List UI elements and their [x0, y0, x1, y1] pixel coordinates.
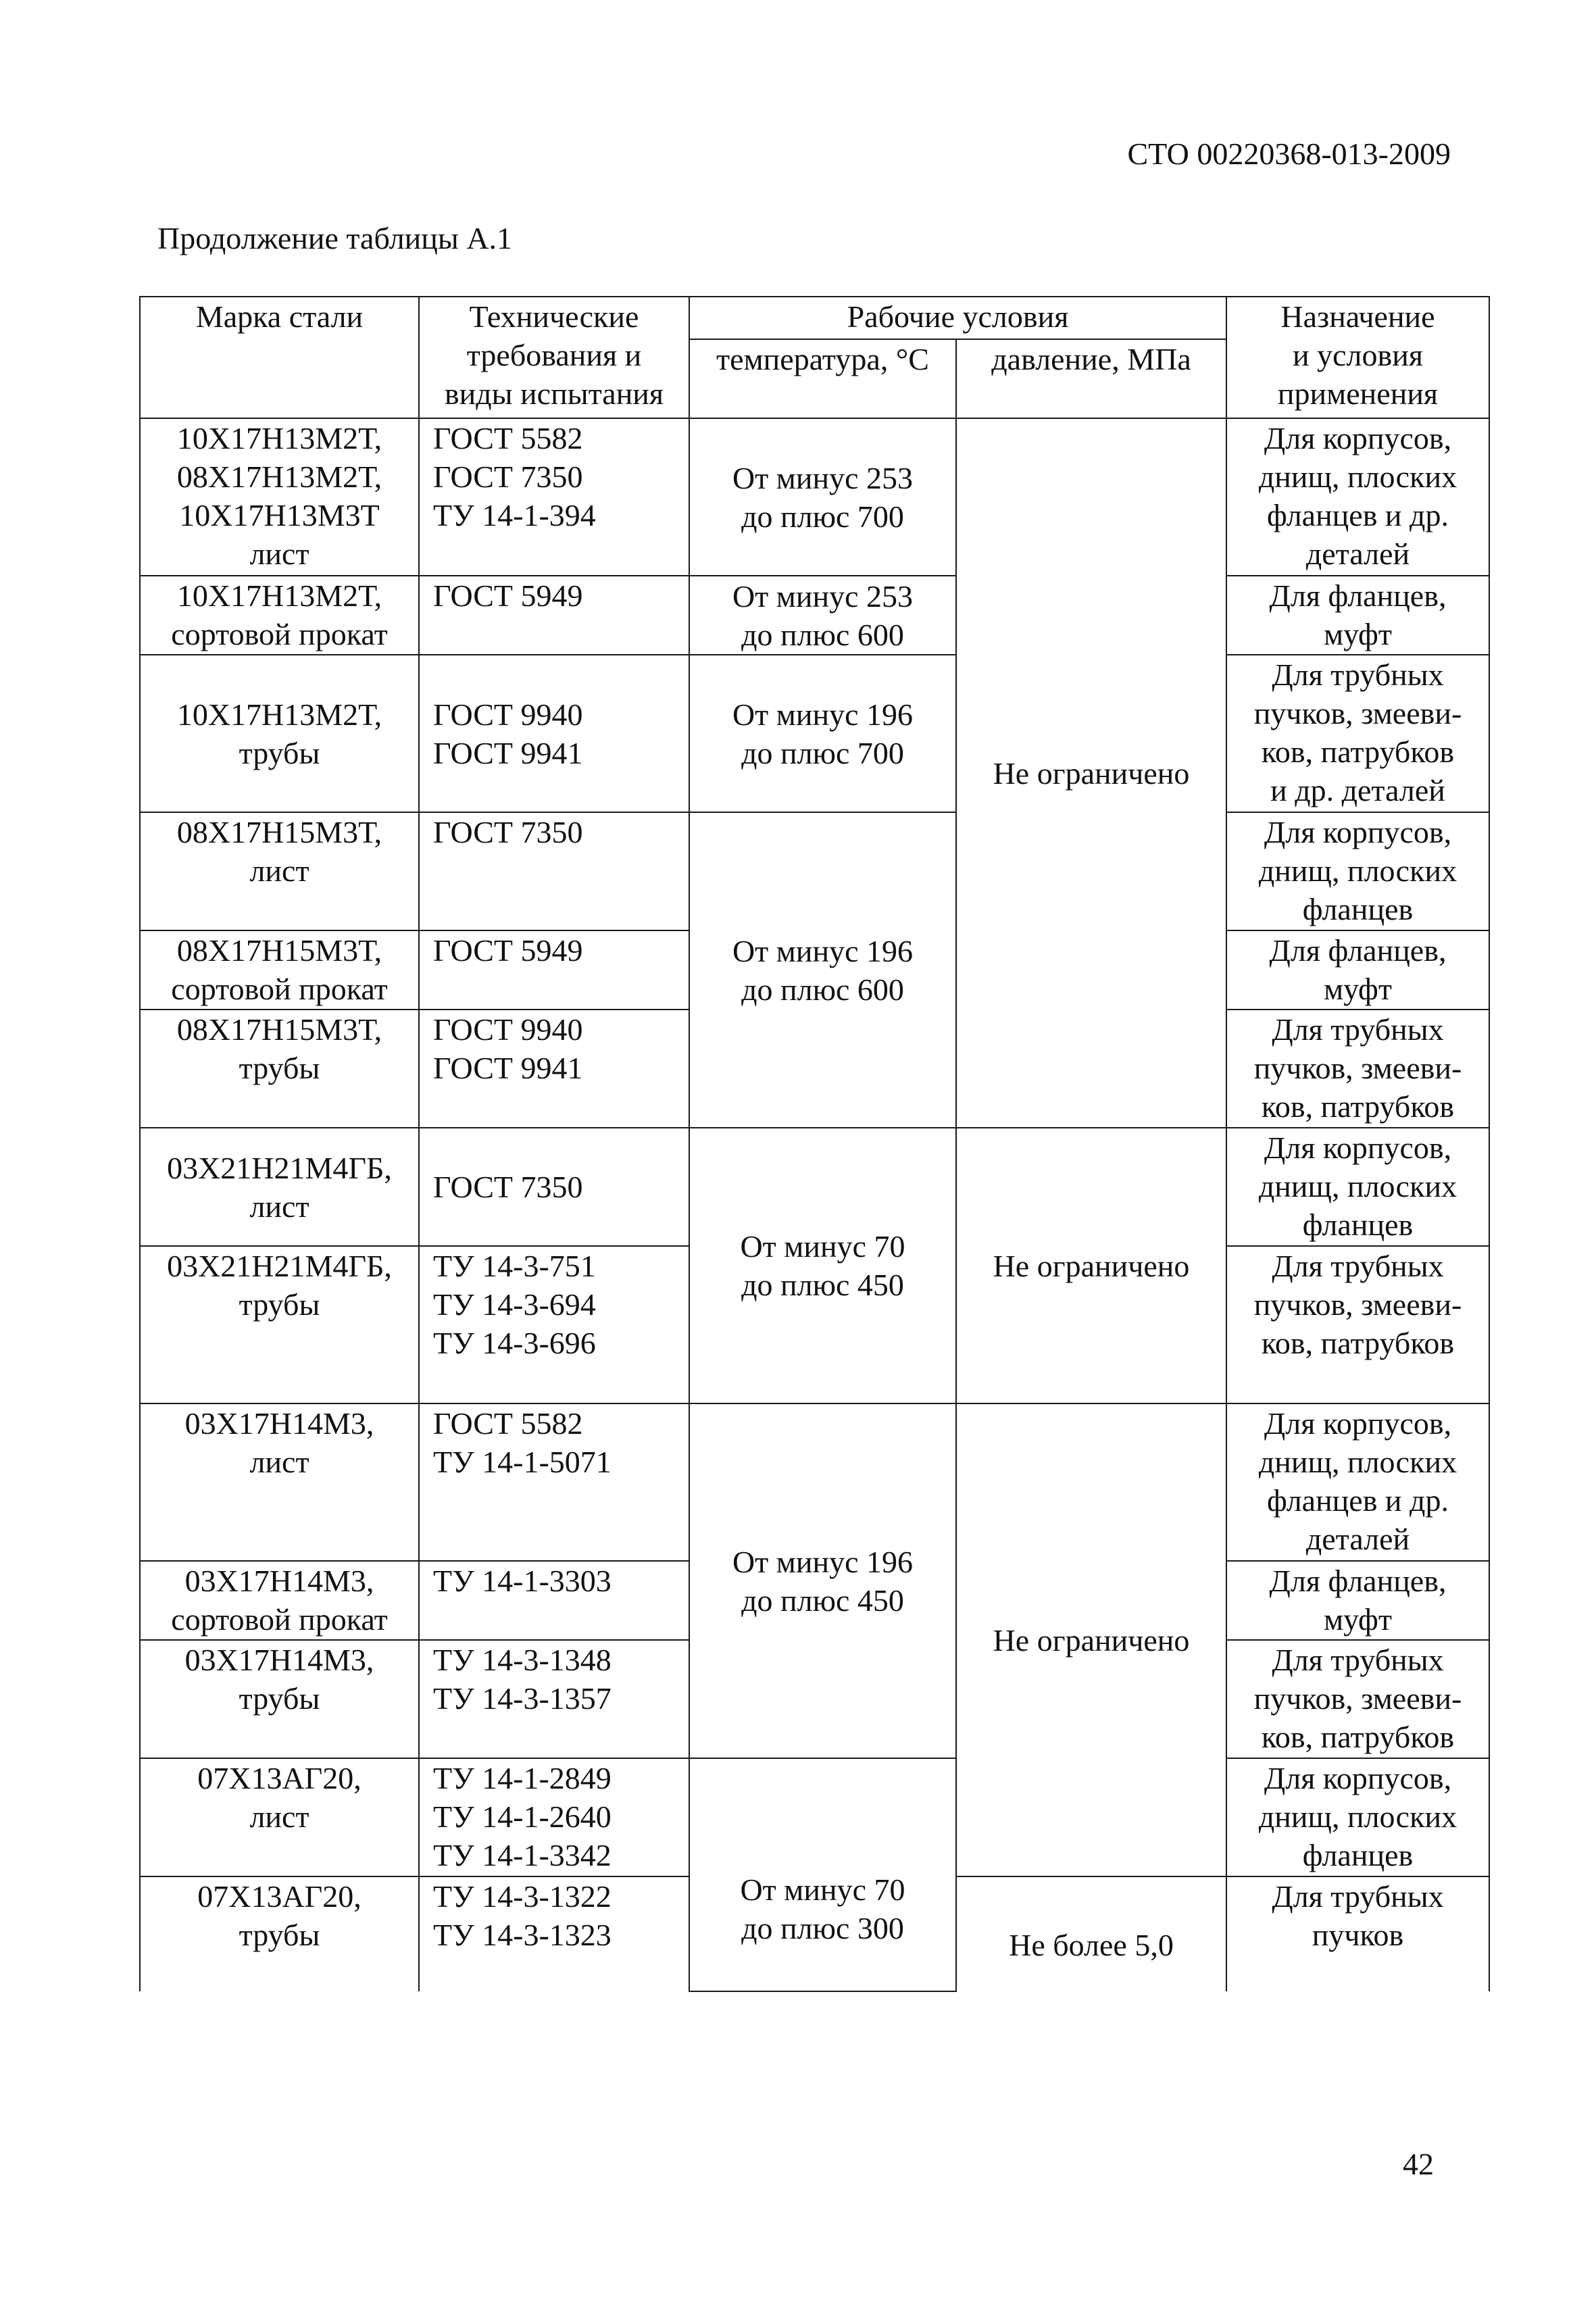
- purpose-line: ков, патрубков: [1261, 1720, 1455, 1754]
- requirements-cell: [419, 1246, 689, 1403]
- temperature-line: до плюс 300: [741, 1910, 904, 1945]
- pressure-cell: Не ограничено: [956, 418, 1226, 1128]
- temperature-line: до плюс 600: [741, 972, 904, 1007]
- purpose-cell: [1226, 1640, 1489, 1758]
- purpose-line: фланцев и др.: [1267, 498, 1449, 532]
- purpose-line: и др. деталей: [1270, 773, 1445, 807]
- grade-line: 07Х13АГ20,: [197, 1761, 361, 1795]
- purpose-line: днищ, плоских: [1258, 459, 1457, 494]
- header-purpose-line: и условия: [1293, 338, 1423, 372]
- purpose-line: Для корпусов,: [1264, 1130, 1452, 1165]
- grade-line: трубы: [239, 1681, 320, 1716]
- purpose-line: пучков, змееви-: [1253, 1051, 1462, 1085]
- grade-line: 07Х13АГ20,: [197, 1879, 361, 1914]
- requirements-cell: [419, 812, 689, 930]
- grade-cell: [140, 576, 419, 655]
- requirements-cell: [419, 930, 689, 1010]
- grade-line: 08Х17Н15М3Т,: [176, 1012, 382, 1047]
- page-number: 42: [1403, 2147, 1434, 2181]
- grade-line: 08Х17Н15М3Т,: [176, 933, 382, 968]
- header-purpose: [1226, 297, 1489, 418]
- temperature-line: От минус 196: [732, 1544, 914, 1579]
- requirement-line: ГОСТ 5582: [433, 421, 583, 455]
- grade-line: трубы: [239, 1051, 320, 1085]
- temperature-line: От минус 70: [740, 1229, 905, 1264]
- requirement-line: ГОСТ 5582: [433, 1406, 583, 1441]
- purpose-cell: [1226, 1876, 1489, 1991]
- requirement-line: ГОСТ 9941: [433, 1051, 583, 1085]
- temperature-line: до плюс 600: [741, 617, 904, 652]
- requirement-line: ТУ 14-3-1323: [433, 1918, 612, 1952]
- purpose-cell: [1226, 1561, 1489, 1640]
- grade-line: 03Х21Н21М4ГБ,: [167, 1249, 392, 1283]
- grade-cell: [140, 1010, 419, 1128]
- grade-line: лист: [249, 853, 309, 888]
- temperature-line: От минус 196: [732, 697, 914, 732]
- purpose-cell: [1226, 1403, 1489, 1561]
- header-grade: [140, 297, 419, 418]
- purpose-line: днищ, плоских: [1258, 1169, 1457, 1203]
- temperature-line: От минус 253: [732, 460, 914, 495]
- requirement-line: ГОСТ 7350: [433, 459, 583, 494]
- purpose-cell: [1226, 930, 1489, 1010]
- requirements-cell: [419, 1010, 689, 1128]
- temperature-cell: [689, 1758, 956, 1991]
- header-requirements-line: виды испытания: [444, 376, 664, 411]
- purpose-line: пучков, змееви-: [1253, 696, 1462, 730]
- header-pressure: давление, МПа: [956, 339, 1226, 418]
- requirement-line: ТУ 14-3-1322: [433, 1879, 612, 1914]
- header-requirements-line: Технические: [469, 299, 639, 334]
- requirement-line: ГОСТ 7350: [433, 1170, 583, 1204]
- requirement-line: ГОСТ 9940: [433, 697, 583, 732]
- purpose-line: Для корпусов,: [1264, 421, 1452, 455]
- header-temperature: температура, °С: [689, 339, 956, 418]
- purpose-line: Для трубных: [1272, 657, 1444, 692]
- grade-cell: [140, 1561, 419, 1640]
- purpose-line: ков, патрубков: [1261, 1089, 1455, 1124]
- temperature-line: до плюс 450: [741, 1268, 904, 1302]
- document-code: СТО 00220368-013-2009: [1127, 136, 1451, 171]
- grade-cell: [140, 812, 419, 930]
- temperature-cell: [689, 418, 956, 576]
- grade-line: трубы: [239, 1287, 320, 1322]
- grade-line: 03Х17Н14М3,: [184, 1643, 374, 1677]
- purpose-cell: [1226, 1758, 1489, 1876]
- temperature-cell: [689, 576, 956, 655]
- grade-line: сортовой прокат: [171, 1602, 388, 1637]
- grade-line: 10Х17Н13М3Т: [179, 498, 380, 532]
- purpose-line: пучков, змееви-: [1253, 1681, 1462, 1716]
- grade-cell: [140, 1758, 419, 1876]
- grade-line: 03Х17Н14М3,: [184, 1406, 374, 1441]
- grade-cell: [140, 1246, 419, 1403]
- temperature-cell: [689, 1128, 956, 1403]
- temperature-line: От минус 70: [740, 1872, 905, 1907]
- purpose-line: Для трубных: [1272, 1012, 1444, 1047]
- requirement-line: ТУ 14-1-2640: [433, 1799, 612, 1834]
- purpose-line: Для трубных: [1272, 1249, 1444, 1283]
- temperature-line: до плюс 450: [741, 1583, 904, 1618]
- temperature-line: до плюс 700: [741, 499, 904, 534]
- requirement-line: ТУ 14-3-696: [433, 1326, 596, 1360]
- requirement-line: ТУ 14-1-394: [433, 498, 596, 532]
- grade-line: сортовой прокат: [171, 617, 388, 651]
- pressure-cell: Не ограничено: [956, 1128, 1226, 1403]
- table-row: [140, 655, 1489, 812]
- purpose-line: ков, патрубков: [1261, 735, 1455, 769]
- grade-cell: [140, 930, 419, 1010]
- requirements-cell: [419, 655, 689, 812]
- grade-line: 08Х17Н13М2Т,: [176, 459, 382, 494]
- grade-cell: [140, 1128, 419, 1246]
- purpose-line: днищ, плоских: [1258, 853, 1457, 888]
- pressure-cell: Не более 5,0: [956, 1876, 1226, 1991]
- requirement-line: ТУ 14-1-5071: [433, 1445, 612, 1479]
- table-row: [140, 1758, 1489, 1876]
- grade-line: сортовой прокат: [171, 972, 388, 1006]
- grade-line: лист: [249, 1445, 309, 1479]
- requirement-line: ТУ 14-1-3342: [433, 1838, 612, 1872]
- grade-line: 10Х17Н13М2Т,: [176, 578, 382, 613]
- temperature-line: От минус 196: [732, 933, 914, 968]
- grade-line: лист: [249, 537, 309, 571]
- purpose-line: днищ, плоских: [1258, 1799, 1457, 1834]
- purpose-line: Для фланцев,: [1269, 933, 1447, 968]
- table-row: [140, 1403, 1489, 1561]
- temperature-cell: [689, 1403, 956, 1758]
- grade-line: 03Х21Н21М4ГБ,: [167, 1150, 392, 1185]
- grade-cell: [140, 1640, 419, 1758]
- header-requirements: [419, 297, 689, 418]
- requirement-line: ТУ 14-3-1357: [433, 1681, 612, 1716]
- requirements-cell: [419, 1640, 689, 1758]
- table-row: [140, 812, 1489, 930]
- purpose-line: фланцев: [1302, 892, 1414, 926]
- requirements-cell: [419, 1876, 689, 1991]
- header-purpose-line: применения: [1277, 376, 1439, 411]
- purpose-line: Для корпусов,: [1264, 1761, 1452, 1795]
- purpose-line: фланцев и др.: [1267, 1483, 1449, 1518]
- grade-line: лист: [249, 1799, 309, 1834]
- steel-grades-table: [139, 296, 1490, 1992]
- grade-line: трубы: [239, 1918, 320, 1952]
- requirement-line: ГОСТ 5949: [433, 933, 583, 968]
- purpose-cell: [1226, 1010, 1489, 1128]
- requirement-line: ТУ 14-3-694: [433, 1287, 596, 1322]
- grade-line: 08Х17Н15М3Т,: [176, 815, 382, 849]
- purpose-line: деталей: [1305, 537, 1410, 571]
- purpose-line: Для корпусов,: [1264, 815, 1452, 849]
- table-row: [140, 1128, 1489, 1246]
- requirements-cell: [419, 418, 689, 576]
- requirements-cell: [419, 1561, 689, 1640]
- purpose-cell: [1226, 655, 1489, 812]
- purpose-line: ков, патрубков: [1261, 1326, 1455, 1360]
- grade-cell: [140, 1876, 419, 1991]
- purpose-line: пучков, змееви-: [1253, 1287, 1462, 1322]
- requirements-cell: [419, 1758, 689, 1876]
- purpose-line: фланцев: [1302, 1208, 1414, 1242]
- grade-cell: [140, 655, 419, 812]
- purpose-line: Для трубных: [1272, 1643, 1444, 1677]
- purpose-line: деталей: [1305, 1522, 1410, 1556]
- grade-cell: [140, 1403, 419, 1561]
- requirements-cell: [419, 1403, 689, 1561]
- requirement-line: ТУ 14-3-751: [433, 1249, 596, 1283]
- requirement-line: ТУ 14-1-2849: [433, 1761, 612, 1795]
- requirement-line: ГОСТ 9940: [433, 1012, 583, 1047]
- header-grade-text: Марка стали: [195, 299, 364, 334]
- table-row: [140, 418, 1489, 576]
- temperature-line: до плюс 700: [741, 735, 904, 770]
- purpose-line: Для трубных: [1272, 1879, 1444, 1914]
- purpose-line: Для фланцев,: [1269, 1564, 1447, 1598]
- grade-line: 10Х17Н13М2Т,: [176, 697, 382, 732]
- requirement-line: ТУ 14-3-1348: [433, 1643, 612, 1677]
- requirements-cell: [419, 1128, 689, 1246]
- requirement-line: ГОСТ 7350: [433, 815, 583, 849]
- purpose-cell: [1226, 1246, 1489, 1403]
- purpose-line: пучков: [1312, 1918, 1404, 1952]
- purpose-cell: [1226, 576, 1489, 655]
- purpose-line: Для корпусов,: [1264, 1406, 1452, 1441]
- requirements-cell: [419, 576, 689, 655]
- temperature-cell: [689, 812, 956, 1128]
- temperature-cell: [689, 655, 956, 812]
- requirement-line: ТУ 14-1-3303: [433, 1564, 612, 1598]
- table-row: [140, 576, 1489, 655]
- purpose-cell: [1226, 418, 1489, 576]
- temperature-line: От минус 253: [732, 578, 914, 614]
- purpose-line: днищ, плоских: [1258, 1445, 1457, 1479]
- grade-line: 10Х17Н13М2Т,: [176, 421, 382, 455]
- header-purpose-line: Назначение: [1280, 299, 1435, 334]
- requirement-line: ГОСТ 5949: [433, 578, 583, 613]
- pressure-cell: Не ограничено: [956, 1403, 1226, 1876]
- purpose-line: муфт: [1324, 617, 1392, 651]
- grade-cell: [140, 418, 419, 576]
- header-requirements-line: требования и: [466, 338, 642, 372]
- grade-line: 03Х17Н14М3,: [184, 1564, 374, 1598]
- header-conditions: Рабочие условия: [689, 297, 1226, 339]
- purpose-cell: [1226, 1128, 1489, 1246]
- table-caption: Продолжение таблицы А.1: [157, 221, 513, 255]
- purpose-line: муфт: [1324, 972, 1392, 1006]
- grade-line: трубы: [239, 735, 320, 770]
- purpose-line: муфт: [1324, 1602, 1392, 1637]
- purpose-line: Для фланцев,: [1269, 578, 1447, 613]
- purpose-cell: [1226, 812, 1489, 930]
- purpose-line: фланцев: [1302, 1838, 1414, 1872]
- grade-line: лист: [249, 1189, 309, 1224]
- requirement-line: ГОСТ 9941: [433, 735, 583, 770]
